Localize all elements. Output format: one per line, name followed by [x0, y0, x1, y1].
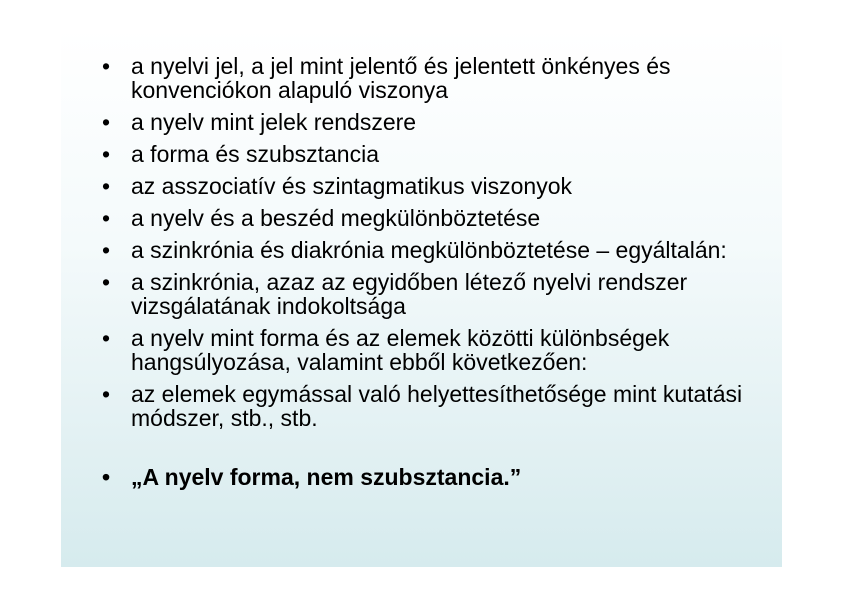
list-item	[102, 142, 782, 166]
bullet-symbol: •	[102, 464, 111, 490]
bullet-symbol: •	[102, 381, 111, 407]
list-item-text: az elemek egymással való helyettesíthetősége mint kutatási módszer, stb., stb.	[131, 381, 743, 431]
bullet-symbol: •	[102, 269, 111, 295]
bullet-symbol: •	[102, 109, 111, 135]
list-item	[102, 206, 782, 230]
list-item	[102, 110, 782, 134]
list-item	[102, 382, 782, 430]
list-item-text: az asszociatív és szintagmatikus viszonyok	[131, 173, 573, 199]
list-item	[102, 326, 782, 374]
bullet-symbol: •	[102, 173, 111, 199]
list-item	[102, 54, 782, 102]
list-item-text: a szinkrónia, azaz az egyidőben létező nyelvi rendszer vizsgálatának indokoltsága	[131, 269, 688, 319]
bullet-symbol: •	[102, 53, 111, 79]
bullet-list	[102, 54, 782, 497]
list-item-text: „A nyelv forma, nem szubsztancia.”	[131, 464, 522, 490]
list-item	[102, 270, 782, 318]
list-item	[102, 174, 782, 198]
list-item-text: a forma és szubsztancia	[131, 141, 380, 167]
list-item-text: a nyelv mint jelek rendszere	[131, 109, 417, 135]
list-item-text: a nyelv és a beszéd megkülönböztetése	[131, 205, 541, 231]
list-item	[102, 238, 782, 262]
list-item-text: a nyelvi jel, a jel mint jelentő és jelentett önkényes és konvenciókon alapuló viszonya	[131, 53, 671, 103]
bullet-symbol: •	[102, 325, 111, 351]
bullet-symbol: •	[102, 205, 111, 231]
bullet-symbol: •	[102, 237, 111, 263]
bullet-symbol: •	[102, 141, 111, 167]
list-item-quote	[102, 465, 782, 489]
list-item-text: a szinkrónia és diakrónia megkülönböztetése – egyáltalán:	[131, 237, 727, 263]
list-item-text: a nyelv mint forma és az elemek közötti különbségek hangsúlyozása, valamint ebből következően:	[131, 325, 670, 375]
